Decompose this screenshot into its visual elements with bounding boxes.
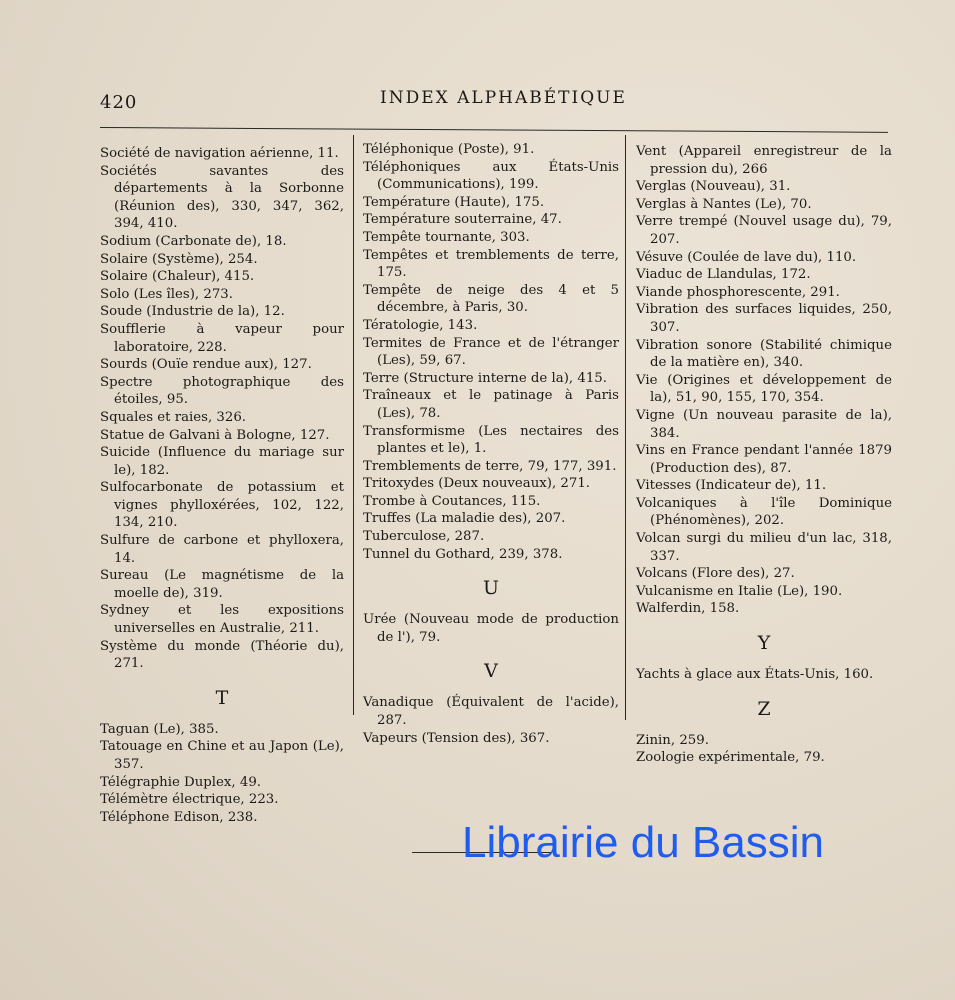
index-entry: Vins en France pendant l'année 1879 (Production des), 87. bbox=[636, 443, 892, 476]
index-entry: Traîneaux et le patinage à Paris (Les), 78. bbox=[363, 388, 619, 421]
index-entry: Walferdin, 158. bbox=[636, 601, 740, 617]
index-entry: Trombe à Coutances, 115. bbox=[363, 493, 541, 509]
index-entry: Vibration sonore (Stabilité chimique de la matière en), 340. bbox=[636, 337, 892, 371]
index-entry: Tempête tournante, 303. bbox=[363, 229, 530, 245]
index-entry: Taguan (Le), 385. bbox=[100, 721, 219, 737]
page-number: 420 bbox=[100, 92, 138, 113]
index-entry: Sodium (Carbonate de), 18. bbox=[100, 233, 287, 249]
index-entry: Vitesses (Indicateur de), 11. bbox=[636, 478, 827, 494]
header-rule bbox=[100, 127, 888, 133]
index-column-1 bbox=[100, 145, 344, 826]
index-entry: Volcaniques à l'île Dominique (Phénomènes), 202. bbox=[636, 495, 892, 529]
index-entry: Tunnel du Gothard, 239, 378. bbox=[363, 546, 563, 562]
index-entry: Tremblements de terre, 79, 177, 391. bbox=[363, 458, 617, 474]
running-title: INDEX ALPHABÉTIQUE bbox=[380, 88, 627, 108]
index-entry: Soufflerie à vapeur pour laboratoire, 228. bbox=[100, 321, 344, 355]
index-entry: Verglas (Nouveau), 31. bbox=[636, 179, 791, 195]
index-entry: Viande phosphorescente, 291. bbox=[636, 284, 840, 300]
index-entry: Vigne (Un nouveau parasite de la), 384. bbox=[636, 407, 892, 441]
index-entry: Vibration des surfaces liquides, 250, 307. bbox=[636, 302, 892, 335]
index-entry: Vapeurs (Tension des), 367. bbox=[363, 730, 550, 746]
section-letter-z: Z bbox=[757, 697, 771, 720]
index-entry: Solaire (Système), 254. bbox=[100, 251, 258, 267]
index-entry: Vie (Origines et développement de la), 51, 90, 155, 170, 354. bbox=[636, 372, 892, 406]
index-entry: Terre (Structure interne de la), 415. bbox=[363, 370, 607, 386]
section-letter-y: Y bbox=[757, 632, 771, 655]
index-entry: Vanadique (Équivalent de l'acide), 287. bbox=[363, 695, 619, 729]
index-entry: Statue de Galvani à Bologne, 127. bbox=[100, 427, 330, 443]
index-entry: Téléphoniques aux États-Unis (Communications), 199. bbox=[363, 159, 619, 193]
index-entry: Tératologie, 143. bbox=[363, 317, 478, 333]
index-entry: Spectre photographique des étoiles, 95. bbox=[100, 374, 344, 408]
index-entry: Sulfocarbonate de potassium et vignes phylloxérées, 102, 122, 134, 210. bbox=[100, 480, 344, 531]
index-column-3 bbox=[636, 143, 892, 767]
watermark: Librairie du Bassin bbox=[462, 818, 824, 867]
index-entry: Volcan surgi du milieu d'un lac, 318, 337. bbox=[636, 531, 892, 564]
index-entry: Température (Haute), 175. bbox=[363, 194, 545, 210]
index-entry: Truffes (La maladie des), 207. bbox=[363, 511, 566, 527]
section-letter-t: T bbox=[215, 686, 229, 709]
index-entry: Yachts à glace aux États-Unis, 160. bbox=[636, 667, 874, 683]
index-entry: Téléphonique (Poste), 91. bbox=[363, 142, 535, 157]
index-entry: Tempêtes et tremblements de terre, 175. bbox=[363, 247, 619, 281]
index-entry: Vent (Appareil enregistreur de la pression du), 266 bbox=[636, 144, 892, 177]
index-entry: Tatouage en Chine et au Japon (Le), 357. bbox=[100, 739, 344, 772]
column-divider bbox=[353, 135, 354, 715]
index-entry: Verre trempé (Nouvel usage du), 79, 207. bbox=[636, 214, 892, 247]
index-entry: Tempête de neige des 4 et 5 décembre, à Paris, 30. bbox=[363, 282, 619, 316]
index-entry: Sydney et les expositions universelles en Australie, 211. bbox=[100, 603, 344, 637]
index-entry: Système du monde (Théorie du), 271. bbox=[100, 638, 344, 672]
index-entry: Suicide (Influence du mariage sur le), 182. bbox=[100, 445, 344, 478]
index-entry: Viaduc de Llandulas, 172. bbox=[636, 267, 811, 283]
index-entry: Transformisme (Les nectaires des plantes et le), 1. bbox=[363, 423, 619, 457]
section-letter-u: U bbox=[482, 577, 499, 600]
index-entry: Termites de France et de l'étranger (Les), 59, 67. bbox=[363, 335, 619, 369]
index-entry: Sourds (Ouïe rendue aux), 127. bbox=[100, 357, 312, 373]
index-entry: Zinin, 259. bbox=[636, 732, 709, 748]
index-entry: Soude (Industrie de la), 12. bbox=[100, 304, 285, 320]
index-entry: Sureau (Le magnétisme de la moelle de), 319. bbox=[100, 568, 344, 601]
index-entry: Solaire (Chaleur), 415. bbox=[100, 269, 255, 285]
index-column-2 bbox=[363, 141, 619, 747]
index-entry: Sociétés savantes des départements à la Sorbonne (Réunion des), 330, 347, 362, 394, 410. bbox=[100, 163, 344, 232]
section-letter-v: V bbox=[484, 660, 498, 683]
index-entry: Zoologie expérimentale, 79. bbox=[636, 750, 825, 766]
index-entry: Société de navigation aérienne, 11. bbox=[100, 146, 339, 161]
index-entry: Urée (Nouveau mode de production de l'), 79. bbox=[363, 612, 619, 645]
column-divider bbox=[625, 135, 626, 720]
index-entry: Squales et raies, 326. bbox=[100, 409, 247, 425]
index-entry: Sulfure de carbone et phylloxera, 14. bbox=[100, 533, 344, 566]
index-entry: Tritoxydes (Deux nouveaux), 271. bbox=[363, 476, 591, 492]
index-entry: Volcans (Flore des), 27. bbox=[636, 566, 795, 582]
index-entry: Solo (Les îles), 273. bbox=[100, 286, 233, 302]
index-entry: Télégraphie Duplex, 49. bbox=[100, 774, 262, 790]
index-entry: Téléphone Edison, 238. bbox=[100, 809, 258, 825]
index-entry: Verglas à Nantes (Le), 70. bbox=[636, 196, 812, 212]
index-entry: Vésuve (Coulée de lave du), 110. bbox=[636, 249, 857, 265]
index-entry: Température souterraine, 47. bbox=[363, 212, 562, 228]
index-entry: Tuberculose, 287. bbox=[363, 529, 485, 545]
index-entry: Vulcanisme en Italie (Le), 190. bbox=[636, 583, 843, 599]
index-entry: Télémètre électrique, 223. bbox=[100, 792, 279, 808]
